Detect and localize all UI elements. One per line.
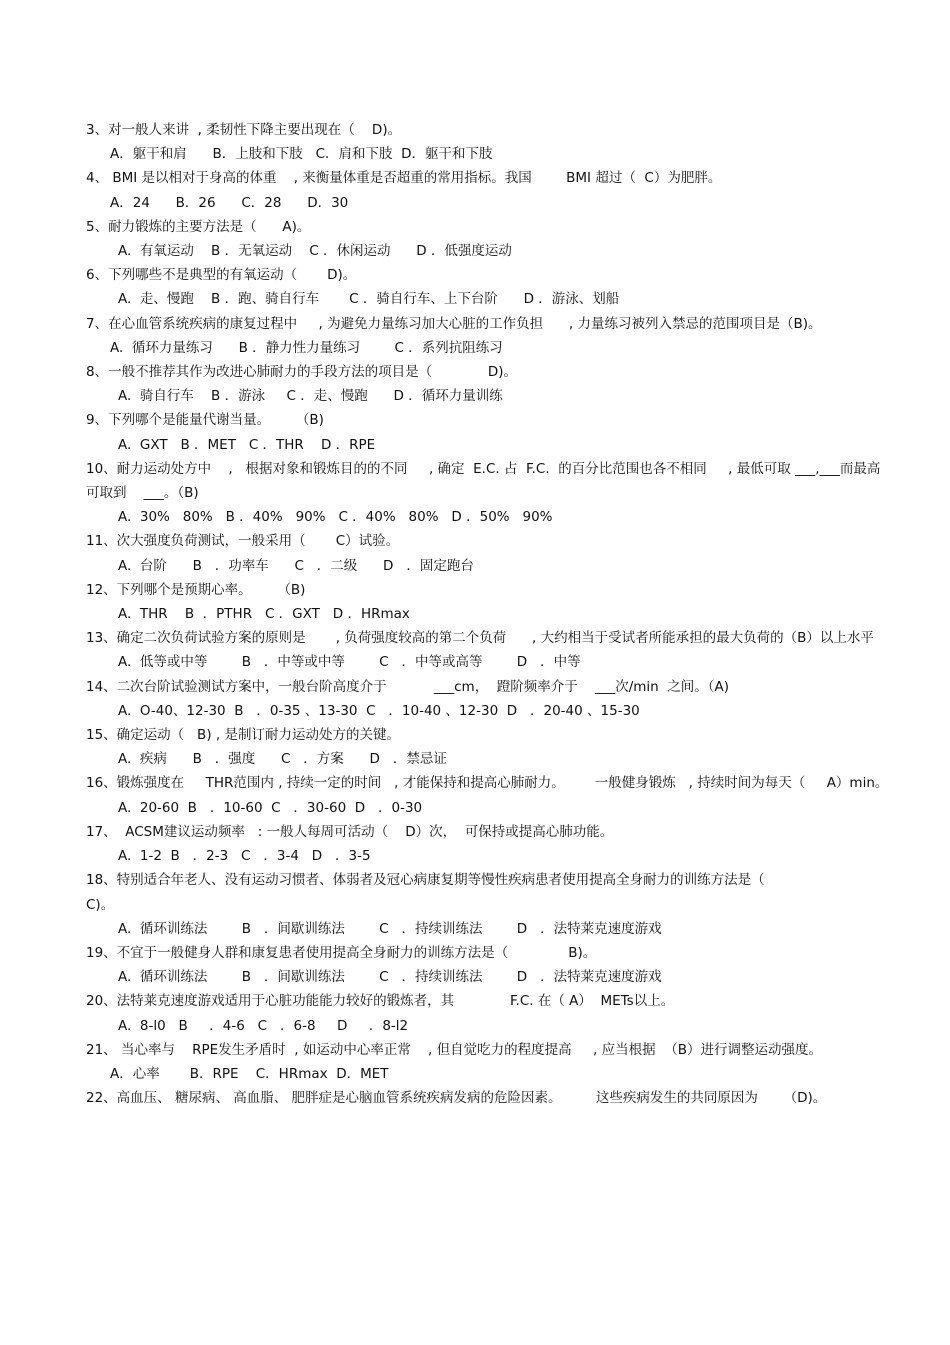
options-9: A. GXT B ．MET C ．THR D ．RPE: [118, 436, 376, 453]
options-4: A．24 B．26 C．28 D．30: [110, 194, 349, 211]
question-14: 14、二次台阶试验测试方案中，一般台阶高度介于 ___cm， 蹬阶频率介于 ___次/min 之间。（A): [86, 678, 730, 695]
question-4: 4、 BMI 是以相对于身高的体重 , 来衡量体重是否超重的常用指标。我国 BMI 超过（ C）为肥胖。: [86, 170, 722, 187]
options-14: A. O-40、12-30 B ．0-35 、13-30 C ．10-40 、12-30 D ．20-40 、15-30: [118, 702, 640, 719]
question-19: 19、不宜于一般健身人群和康复患者使用提高全身耐力的训练方法是（ B)。: [86, 944, 597, 961]
options-16: A. 20-60 B ．10-60 C ．30-60 D ．0-30: [118, 799, 423, 816]
question-3: 3、对一般人来讲 , 柔韧性下降主要出现在（ D)。: [86, 122, 402, 138]
question-21: 21、 当心率与 RPE发生矛盾时 , 如运动中心率正常 , 但自觉吃力的程度提高 , 应当根据 （B）进行调整运动强度。: [86, 1041, 822, 1058]
options-8: A. 骑自行车 B ．游泳 C ．走、慢跑 D ．循环力量训练: [118, 388, 503, 405]
options-18: A. 循环训练法 B ．间歇训练法 C ．持续训练法 D ．法特莱克速度游戏: [118, 920, 662, 937]
question-6: 6、下列哪些不是典型的有氧运动（ D)。: [86, 267, 357, 284]
options-3: A．躯干和肩 B．上肢和下肢 C．肩和下肢 D．躯干和下肢: [110, 146, 493, 163]
question-15: 15、确定运动（ B) , 是制订耐力运动处方的关键。: [86, 727, 400, 744]
options-20: A. 8-l0 B ．4-6 C ．6-8 D ．8-l2: [118, 1017, 409, 1034]
options-7: A. 循环力量练习 B ．静力性力量练习 C ．系列抗阻练习: [110, 339, 503, 356]
options-6: A. 走、慢跑 B ．跑、骑自行车 C ．骑自行车、上下台阶 D ．游泳、划船: [118, 291, 620, 308]
options-10: A. 30% 80% B ．40% 90% C ．40% 80% D ．50% 90%: [118, 509, 553, 526]
question-8: 8、一般不推荐其作为改进心肺耐力的手段方法的项目是（ D)。: [86, 364, 518, 381]
question-17: 17、 ACSM建议运动频率 : 一般人每周可活动（ D）次， 可保持或提高心肺功能。: [86, 823, 614, 840]
options-5: A. 有氧运动 B ．无氧运动 C ．休闲运动 D ．低强度运动: [118, 243, 512, 260]
options-19: A. 循环训练法 B ．间歇训练法 C ．持续训练法 D ．法特莱克速度游戏: [118, 969, 662, 986]
options-12: A. THR B ．PTHR C ．GXT D ．HRmax: [118, 606, 410, 623]
question-20: 20、法特莱克速度游戏适用于心脏功能能力较好的锻炼者，其 F.C. 在（ A） METs以上。: [86, 993, 675, 1010]
question-16: 16、锻炼强度在 THR范围内 , 持续一定的时间 , 才能保持和提高心肺耐力。 一般健身锻炼 , 持续时间为每天（ A）min。: [86, 775, 889, 792]
question-22: 22、高血压、 糖尿病、 高血脂、 肥胖症是心脑血管系统疾病发病的危险因素。 这些疾病发生的共同原因为 （D)。: [86, 1090, 827, 1107]
question-9: 9、下列哪个是能量代谢当量。 （B): [86, 412, 324, 429]
question-18: 18、特别适合年老人、没有运动习惯者、体弱者及冠心病康复期等慢性疾病患者使用提高全身耐力的训练方法是（ C)。: [86, 872, 774, 913]
options-11: A. 台阶 B ．功率车 C ．二级 D ．固定跑台: [118, 557, 474, 574]
options-15: A. 疾病 B ．强度 C ．方案 D ．禁忌证: [118, 751, 447, 768]
options-13: A. 低等或中等 B ．中等或中等 C ．中等或高等 D ．中等: [118, 654, 581, 671]
question-11: 11、次大强度负荷测试，一般采用（ C）试验。: [86, 533, 400, 550]
question-13: 13、确定二次负荷试验方案的原则是 , 负荷强度较高的第二个负荷 , 大约相当于受试者所能承担的最大负荷的（B）以上水平: [86, 630, 874, 647]
question-12: 12、下列哪个是预期心率。 （B): [86, 581, 306, 598]
options-21: A．心率 B．RPE C．HRmax D．MET: [110, 1065, 389, 1082]
question-5: 5、耐力锻炼的主要方法是（ A)。: [86, 218, 311, 235]
question-10: 10、耐力运动处方中 , 根据对象和锻炼目的的不同 , 确定 E.C. 占 F.C. 的百分比范围也各不相同 , 最低可取 ___,___而最高可取到 ___。（B): [86, 460, 881, 502]
options-17: A. 1-2 B ．2-3 C ．3-4 D ．3-5: [118, 848, 371, 865]
question-7: 7、在心血管系统疾病的康复过程中 , 为避免力量练习加大心脏的工作负担 , 力量练习被列入禁忌的范围项目是（B)。: [86, 315, 822, 332]
